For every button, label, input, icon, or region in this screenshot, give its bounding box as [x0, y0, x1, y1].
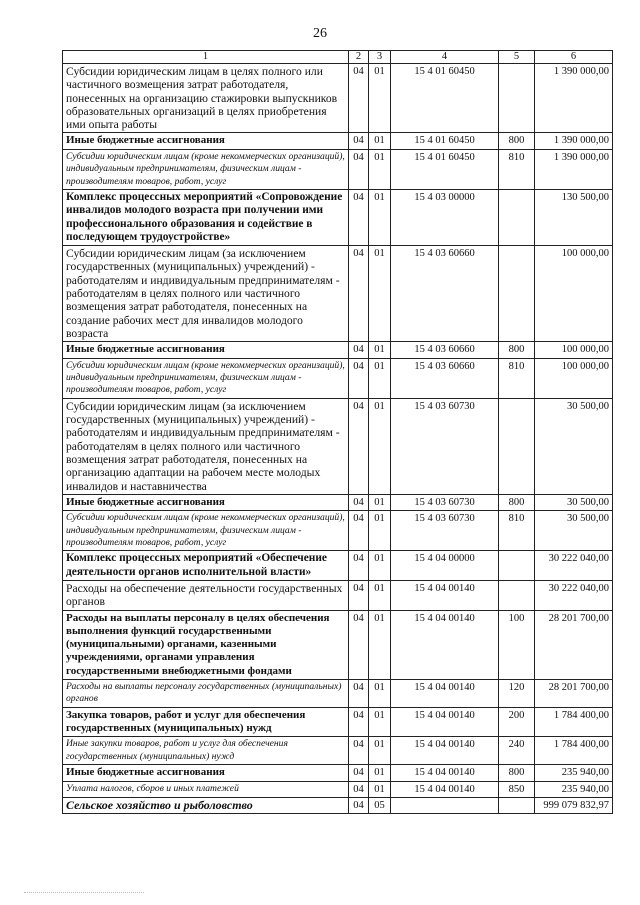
row-name-cell: Иные бюджетные ассигнования	[63, 133, 349, 149]
row-target-article-cell: 15 4 04 00140	[391, 610, 499, 679]
row-target-article-cell: 15 4 03 00000	[391, 190, 499, 246]
row-amount-cell: 235 940,00	[535, 781, 613, 797]
row-expense-type-cell: 810	[499, 511, 535, 551]
row-section-code-cell: 04	[349, 765, 369, 781]
header-col-2: 2	[349, 51, 369, 64]
row-subsection-code-cell: 01	[369, 680, 391, 708]
row-target-article-cell: 15 4 01 60450	[391, 149, 499, 189]
table-row	[63, 680, 613, 708]
row-name-cell: Субсидии юридическим лицам (за исключением государственных (муниципальных) учреждений) - работодателям и индивидуальным предпринимателям - работодателям в целях полного или частичного возмещения затрат работодателя, понесенных на создание рабочих мест для инвалидов молодого возраста	[63, 246, 349, 342]
row-target-article-cell: 15 4 03 60660	[391, 358, 499, 398]
row-name-cell: Уплата налогов, сборов и иных платежей	[63, 781, 349, 797]
row-expense-type-cell: 120	[499, 680, 535, 708]
row-name-cell: Комплекс процессных мероприятий «Сопровождение инвалидов молодого возраста при получении ими профессионального образования и содействие в последующем трудоустройстве»	[63, 190, 349, 246]
row-name-cell: Иные бюджетные ассигнования	[63, 342, 349, 358]
row-subsection-code-cell: 01	[369, 246, 391, 342]
row-amount-cell: 30 222 040,00	[535, 551, 613, 581]
row-expense-type-cell	[499, 246, 535, 342]
row-section-code-cell: 04	[349, 781, 369, 797]
table-row	[63, 190, 613, 246]
table-row	[63, 64, 613, 133]
row-section-code-cell: 04	[349, 797, 369, 813]
row-target-article-cell: 15 4 03 60730	[391, 398, 499, 494]
row-section-code-cell: 04	[349, 342, 369, 358]
table-row	[63, 358, 613, 398]
row-subsection-code-cell: 01	[369, 580, 391, 610]
row-subsection-code-cell: 01	[369, 494, 391, 510]
row-name-cell: Расходы на выплаты персоналу в целях обеспечения выполнения функций государственными (муниципальными) органами, казенными учреждениями, органами управления государственными внебюджетными фондами	[63, 610, 349, 679]
table-row	[63, 610, 613, 679]
row-amount-cell: 30 500,00	[535, 398, 613, 494]
row-section-code-cell: 04	[349, 680, 369, 708]
row-amount-cell: 235 940,00	[535, 765, 613, 781]
row-amount-cell: 100 000,00	[535, 246, 613, 342]
row-expense-type-cell: 800	[499, 765, 535, 781]
row-section-code-cell: 04	[349, 246, 369, 342]
row-name-cell: Иные бюджетные ассигнования	[63, 765, 349, 781]
table-row	[63, 133, 613, 149]
row-amount-cell: 130 500,00	[535, 190, 613, 246]
row-section-code-cell: 04	[349, 580, 369, 610]
row-name-cell: Субсидии юридическим лицам (кроме некоммерческих организаций), индивидуальным предпринимателям, физическим лицам - производителям товаров, работ, услуг	[63, 149, 349, 189]
row-name-cell: Комплекс процессных мероприятий «Обеспечение деятельности органов исполнительной власти»	[63, 551, 349, 581]
header-col-1: 1	[63, 51, 349, 64]
row-subsection-code-cell: 01	[369, 342, 391, 358]
row-target-article-cell: 15 4 03 60730	[391, 511, 499, 551]
row-amount-cell: 30 500,00	[535, 494, 613, 510]
row-subsection-code-cell: 01	[369, 781, 391, 797]
row-expense-type-cell: 800	[499, 133, 535, 149]
row-expense-type-cell: 100	[499, 610, 535, 679]
row-section-code-cell: 04	[349, 551, 369, 581]
table-row	[63, 707, 613, 737]
row-expense-type-cell: 800	[499, 342, 535, 358]
row-section-code-cell: 04	[349, 358, 369, 398]
row-target-article-cell: 15 4 04 00140	[391, 580, 499, 610]
row-section-code-cell: 04	[349, 737, 369, 765]
table-body	[63, 64, 613, 814]
row-expense-type-cell	[499, 797, 535, 813]
row-expense-type-cell	[499, 190, 535, 246]
row-subsection-code-cell: 01	[369, 133, 391, 149]
row-section-code-cell: 04	[349, 133, 369, 149]
table-row	[63, 781, 613, 797]
row-amount-cell: 30 222 040,00	[535, 580, 613, 610]
row-target-article-cell: 15 4 03 60660	[391, 342, 499, 358]
header-col-4: 4	[391, 51, 499, 64]
table-row	[63, 551, 613, 581]
row-amount-cell: 1 784 400,00	[535, 737, 613, 765]
row-section-code-cell: 04	[349, 511, 369, 551]
row-subsection-code-cell: 05	[369, 797, 391, 813]
row-subsection-code-cell: 01	[369, 398, 391, 494]
table-row	[63, 580, 613, 610]
row-section-code-cell: 04	[349, 190, 369, 246]
row-section-code-cell: 04	[349, 398, 369, 494]
row-section-code-cell: 04	[349, 610, 369, 679]
row-expense-type-cell: 200	[499, 707, 535, 737]
row-amount-cell: 1 390 000,00	[535, 133, 613, 149]
row-target-article-cell: 15 4 04 00140	[391, 781, 499, 797]
row-expense-type-cell	[499, 398, 535, 494]
row-name-cell: Расходы на обеспечение деятельности государственных органов	[63, 580, 349, 610]
row-expense-type-cell	[499, 580, 535, 610]
row-amount-cell: 1 390 000,00	[535, 149, 613, 189]
row-subsection-code-cell: 01	[369, 190, 391, 246]
row-subsection-code-cell: 01	[369, 511, 391, 551]
row-target-article-cell: 15 4 04 00140	[391, 765, 499, 781]
row-subsection-code-cell: 01	[369, 765, 391, 781]
row-subsection-code-cell: 01	[369, 610, 391, 679]
row-section-code-cell: 04	[349, 494, 369, 510]
row-name-cell: Сельское хозяйство и рыболовство	[63, 797, 349, 813]
row-target-article-cell: 15 4 01 60450	[391, 64, 499, 133]
table-header-row	[63, 51, 613, 64]
row-target-article-cell: 15 4 04 00140	[391, 737, 499, 765]
row-section-code-cell: 04	[349, 149, 369, 189]
row-name-cell: Иные закупки товаров, работ и услуг для обеспечения государственных (муниципальных) нужд	[63, 737, 349, 765]
row-amount-cell: 100 000,00	[535, 358, 613, 398]
row-section-code-cell: 04	[349, 64, 369, 133]
row-expense-type-cell	[499, 551, 535, 581]
row-name-cell: Закупка товаров, работ и услуг для обеспечения государственных (муниципальных) нужд	[63, 707, 349, 737]
row-amount-cell: 999 079 832,97	[535, 797, 613, 813]
header-col-5: 5	[499, 51, 535, 64]
table-row	[63, 494, 613, 510]
table-row	[63, 765, 613, 781]
row-target-article-cell: 15 4 04 00140	[391, 707, 499, 737]
table-row	[63, 149, 613, 189]
row-name-cell: Расходы на выплаты персоналу государственных (муниципальных) органов	[63, 680, 349, 708]
header-col-3: 3	[369, 51, 391, 64]
table-row	[63, 797, 613, 813]
row-amount-cell: 1 784 400,00	[535, 707, 613, 737]
row-subsection-code-cell: 01	[369, 149, 391, 189]
table-row	[63, 246, 613, 342]
row-target-article-cell: 15 4 03 60730	[391, 494, 499, 510]
row-expense-type-cell: 810	[499, 358, 535, 398]
row-amount-cell: 100 000,00	[535, 342, 613, 358]
row-name-cell: Иные бюджетные ассигнования	[63, 494, 349, 510]
scan-artifact	[24, 892, 144, 894]
row-target-article-cell: 15 4 04 00140	[391, 680, 499, 708]
row-subsection-code-cell: 01	[369, 737, 391, 765]
row-target-article-cell: 15 4 04 00000	[391, 551, 499, 581]
table-row	[63, 398, 613, 494]
table-row	[63, 737, 613, 765]
row-target-article-cell: 15 4 01 60450	[391, 133, 499, 149]
row-expense-type-cell: 850	[499, 781, 535, 797]
row-expense-type-cell: 800	[499, 494, 535, 510]
row-target-article-cell: 15 4 03 60660	[391, 246, 499, 342]
row-expense-type-cell: 810	[499, 149, 535, 189]
row-subsection-code-cell: 01	[369, 64, 391, 133]
row-name-cell: Субсидии юридическим лицам (кроме некоммерческих организаций), индивидуальным предпринимателям, физическим лицам - производителям товаров, работ, услуг	[63, 511, 349, 551]
row-subsection-code-cell: 01	[369, 707, 391, 737]
row-name-cell: Субсидии юридическим лицам (кроме некоммерческих организаций), индивидуальным предпринимателям, физическим лицам - производителям товаров, работ, услуг	[63, 358, 349, 398]
row-expense-type-cell	[499, 64, 535, 133]
row-name-cell: Субсидии юридическим лицам (за исключением государственных (муниципальных) учреждений) - работодателям и индивидуальным предпринимателям - работодателям в целях полного или частичного возмещения затрат работодателя, понесенных на организацию адаптации на рабочем месте молодых инвалидов и наставничества	[63, 398, 349, 494]
row-subsection-code-cell: 01	[369, 358, 391, 398]
row-subsection-code-cell: 01	[369, 551, 391, 581]
table-row	[63, 511, 613, 551]
budget-table	[62, 50, 613, 814]
row-amount-cell: 28 201 700,00	[535, 680, 613, 708]
header-col-6: 6	[535, 51, 613, 64]
row-expense-type-cell: 240	[499, 737, 535, 765]
table-row	[63, 342, 613, 358]
row-amount-cell: 28 201 700,00	[535, 610, 613, 679]
page-number: 26	[313, 26, 327, 41]
row-section-code-cell: 04	[349, 707, 369, 737]
row-amount-cell: 1 390 000,00	[535, 64, 613, 133]
row-target-article-cell	[391, 797, 499, 813]
row-amount-cell: 30 500,00	[535, 511, 613, 551]
row-name-cell: Субсидии юридическим лицам в целях полного или частичного возмещения затрат работодателя, понесенных на организацию стажировки выпускников образовательных организаций в целях приобретения ими опыта работы	[63, 64, 349, 133]
